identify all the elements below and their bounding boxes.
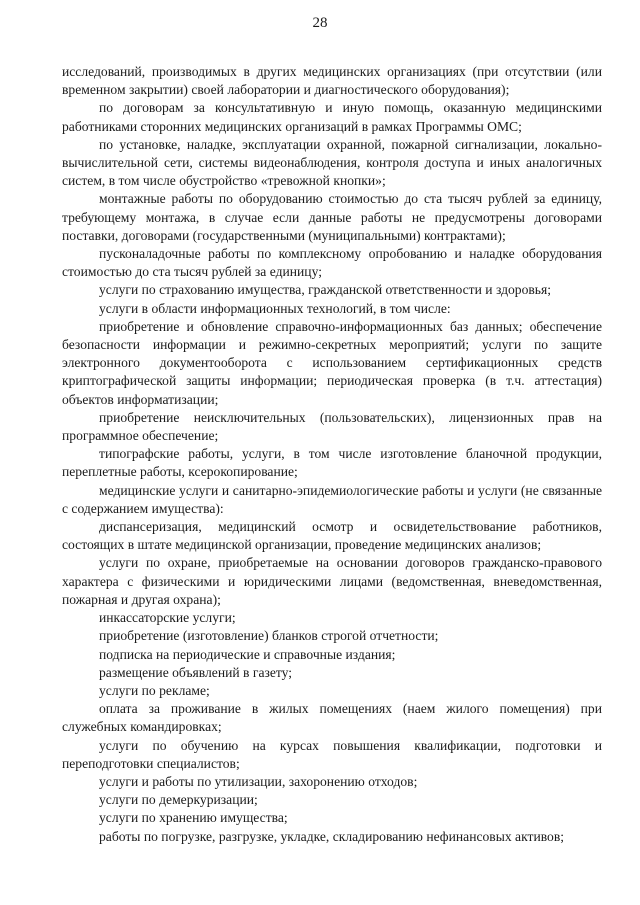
- paragraph: инкассаторские услуги;: [99, 610, 236, 626]
- paragraph: подписка на периодические и справочные издания;: [99, 646, 396, 662]
- paragraph: оплата за проживание в жилых помещениях (наем жилого помещения) при служебных командировках;: [62, 701, 602, 735]
- paragraph: монтажные работы по оборудованию стоимостью до ста тысяч рублей за единицу, требующему монтажа, в случае если данные работы не предусмотрены договорами поставки, договорами (государственными (муниципальными) контрактами);: [62, 191, 602, 243]
- paragraph: услуги по хранению имущества;: [99, 810, 288, 826]
- paragraph: услуги по обучению на курсах повышения квалификации, подготовки и переподготовки специалистов;: [62, 737, 602, 771]
- paragraph: пусконаладочные работы по комплексному опробованию и наладке оборудования стоимостью до ста тысяч рублей за единицу;: [62, 246, 602, 280]
- paragraph: диспансеризация, медицинский осмотр и освидетельствование работников, состоящих в штате медицинской организации, проведение медицинских анализов;: [62, 519, 602, 553]
- paragraph: исследований, производимых в других медицинских организациях (при отсутствии (или временном закрытии) своей лаборатории и диагностического оборудования);: [62, 64, 602, 98]
- paragraph: по договорам за консультативную и иную помощь, оказанную медицинскими работниками сторонних медицинских организаций в рамках Программы ОМС;: [62, 100, 602, 134]
- paragraph: приобретение и обновление справочно-информационных баз данных; обеспечение безопасности информации и режимно-секретных мероприятий; услуги по защите электронного документооборота с использованием сертификационных средств криптографической защиты информации; периодическая проверка (в т.ч. аттестация) объектов информатизации;: [62, 318, 602, 407]
- paragraph: услуги и работы по утилизации, захоронению отходов;: [99, 773, 418, 789]
- paragraph: типографские работы, услуги, в том числе изготовление бланочной продукции, переплетные работы, ксерокопирование;: [62, 446, 602, 480]
- paragraph: услуги по демеркуризации;: [99, 792, 258, 808]
- document-body: [62, 63, 602, 846]
- paragraph: размещение объявлений в газету;: [99, 664, 293, 680]
- page-number: 28: [312, 15, 328, 31]
- paragraph: услуги в области информационных технологий, в том числе:: [99, 300, 451, 316]
- paragraph: работы по погрузке, разгрузке, укладке, складированию нефинансовых активов;: [99, 828, 565, 844]
- paragraph: по установке, наладке, эксплуатации охранной, пожарной сигнализации, локально-вычислительной сети, системы видеонаблюдения, контроля доступа и иных аналогичных систем, в том числе обустройство «тревожной кнопки»;: [62, 136, 602, 189]
- paragraph: медицинские услуги и санитарно-эпидемиологические работы и услуги (не связанные с содержанием имущества):: [62, 482, 602, 516]
- paragraph: услуги по рекламе;: [99, 682, 210, 698]
- paragraph: услуги по охране, приобретаемые на основании договоров гражданско-правового характера с физическими и юридическими лицами (ведомственная, вневедомственная, пожарная и другая охрана);: [62, 555, 602, 607]
- paragraph: услуги по страхованию имущества, гражданской ответственности и здоровья;: [99, 282, 552, 298]
- paragraph: приобретение неисключительных (пользовательских), лицензионных прав на программное обеспечение;: [62, 409, 602, 444]
- paragraph: приобретение (изготовление) бланков строгой отчетности;: [99, 628, 439, 644]
